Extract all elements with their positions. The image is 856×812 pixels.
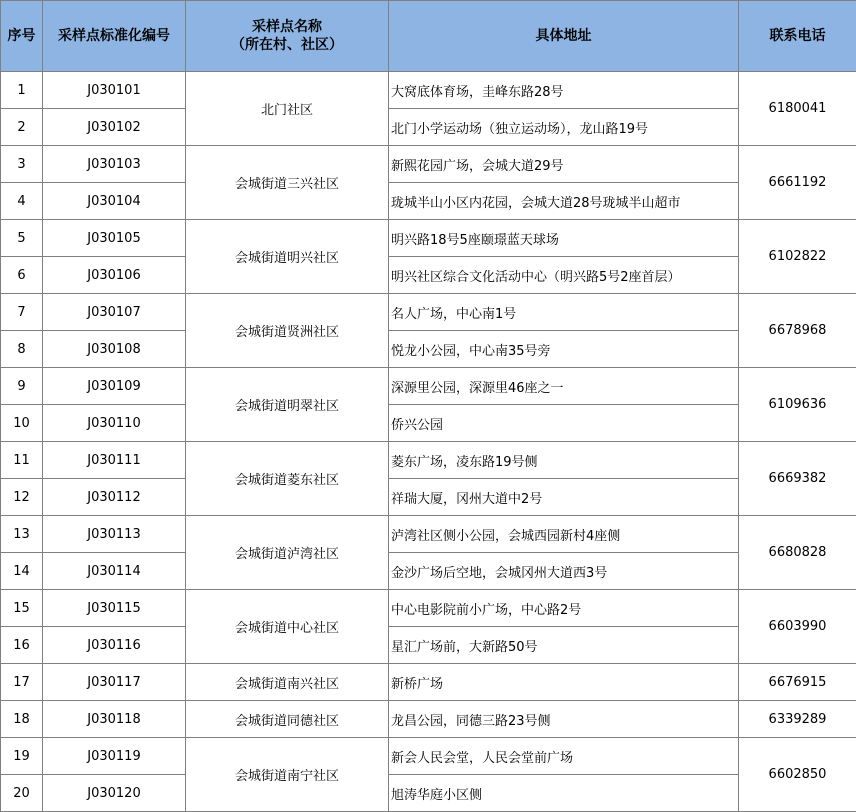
cell-no: 10 bbox=[1, 405, 43, 442]
table-row bbox=[1, 109, 856, 146]
cell-site-name: 会城街道三兴社区 bbox=[186, 146, 389, 220]
cell-address: 中心电影院前小广场，中心路2号 bbox=[389, 590, 739, 627]
table-row bbox=[1, 479, 856, 516]
cell-no: 6 bbox=[1, 257, 43, 294]
header-no: 序号 bbox=[1, 1, 43, 72]
cell-address: 新熙花园广场，会城大道29号 bbox=[389, 146, 739, 183]
cell-address: 祥瑞大厦，冈州大道中2号 bbox=[389, 479, 739, 516]
cell-no: 4 bbox=[1, 183, 43, 220]
cell-code: J030101 bbox=[43, 72, 186, 109]
cell-code: J030118 bbox=[43, 701, 186, 738]
cell-phone: 6669382 bbox=[739, 442, 856, 516]
cell-no: 13 bbox=[1, 516, 43, 553]
cell-code: J030102 bbox=[43, 109, 186, 146]
cell-phone: 6109636 bbox=[739, 368, 856, 442]
cell-site-name: 会城街道菱东社区 bbox=[186, 442, 389, 516]
cell-site-name: 会城街道南兴社区 bbox=[186, 664, 389, 701]
cell-site-name: 会城街道明兴社区 bbox=[186, 220, 389, 294]
table-row bbox=[1, 405, 856, 442]
cell-no: 20 bbox=[1, 775, 43, 812]
table-row bbox=[1, 590, 856, 627]
cell-no: 16 bbox=[1, 627, 43, 664]
cell-code: J030119 bbox=[43, 738, 186, 775]
cell-no: 19 bbox=[1, 738, 43, 775]
cell-no: 3 bbox=[1, 146, 43, 183]
table-body bbox=[1, 72, 856, 812]
table-row bbox=[1, 220, 856, 257]
cell-site-name: 会城街道同德社区 bbox=[186, 701, 389, 738]
cell-code: J030116 bbox=[43, 627, 186, 664]
table-row bbox=[1, 775, 856, 812]
cell-phone: 6680828 bbox=[739, 516, 856, 590]
cell-no: 8 bbox=[1, 331, 43, 368]
cell-address: 新会人民会堂，人民会堂前广场 bbox=[389, 738, 739, 775]
header-code: 采样点标准化编号 bbox=[43, 1, 186, 72]
table-row bbox=[1, 553, 856, 590]
cell-no: 1 bbox=[1, 72, 43, 109]
cell-no: 2 bbox=[1, 109, 43, 146]
cell-address: 菱东广场，凌东路19号侧 bbox=[389, 442, 739, 479]
cell-phone: 6102822 bbox=[739, 220, 856, 294]
cell-address: 泸湾社区侧小公园，会城西园新村4座侧 bbox=[389, 516, 739, 553]
cell-phone: 6339289 bbox=[739, 701, 856, 738]
header-name-line2: （所在村、社区） bbox=[231, 37, 343, 53]
cell-code: J030112 bbox=[43, 479, 186, 516]
cell-address: 新桥广场 bbox=[389, 664, 739, 701]
cell-code: J030108 bbox=[43, 331, 186, 368]
cell-address: 悦龙小公园，中心南35号旁 bbox=[389, 331, 739, 368]
header-name bbox=[186, 1, 389, 72]
table-row bbox=[1, 701, 856, 738]
cell-no: 7 bbox=[1, 294, 43, 331]
cell-no: 5 bbox=[1, 220, 43, 257]
cell-phone: 6180041 bbox=[739, 72, 856, 146]
cell-address: 大窝底体育场，圭峰东路28号 bbox=[389, 72, 739, 109]
cell-code: J030107 bbox=[43, 294, 186, 331]
cell-phone: 6676915 bbox=[739, 664, 856, 701]
table-row bbox=[1, 516, 856, 553]
cell-no: 18 bbox=[1, 701, 43, 738]
table-row bbox=[1, 183, 856, 220]
table-row bbox=[1, 738, 856, 775]
cell-address: 名人广场，中心南1号 bbox=[389, 294, 739, 331]
cell-address: 旭涛华庭小区侧 bbox=[389, 775, 739, 812]
header-name-line1: 采样点名称 bbox=[252, 19, 322, 35]
cell-phone: 6678968 bbox=[739, 294, 856, 368]
cell-site-name: 会城街道南宁社区 bbox=[186, 738, 389, 812]
table-row bbox=[1, 146, 856, 183]
cell-code: J030120 bbox=[43, 775, 186, 812]
cell-phone: 6603990 bbox=[739, 590, 856, 664]
cell-code: J030106 bbox=[43, 257, 186, 294]
header-phone: 联系电话 bbox=[739, 1, 856, 72]
cell-address: 珑城半山小区内花园，会城大道28号珑城半山超市 bbox=[389, 183, 739, 220]
cell-site-name: 会城街道明翠社区 bbox=[186, 368, 389, 442]
table-row bbox=[1, 294, 856, 331]
cell-site-name: 会城街道中心社区 bbox=[186, 590, 389, 664]
cell-code: J030114 bbox=[43, 553, 186, 590]
cell-address: 明兴社区综合文化活动中心（明兴路5号2座首层） bbox=[389, 257, 739, 294]
cell-no: 9 bbox=[1, 368, 43, 405]
header-row bbox=[1, 1, 856, 72]
cell-no: 11 bbox=[1, 442, 43, 479]
table-row bbox=[1, 72, 856, 109]
cell-address: 北门小学运动场（独立运动场），龙山路19号 bbox=[389, 109, 739, 146]
cell-code: J030113 bbox=[43, 516, 186, 553]
cell-code: J030109 bbox=[43, 368, 186, 405]
cell-site-name: 会城街道泸湾社区 bbox=[186, 516, 389, 590]
cell-no: 14 bbox=[1, 553, 43, 590]
cell-address: 深源里公园，深源里46座之一 bbox=[389, 368, 739, 405]
cell-address: 明兴路18号5座颐璟蓝天球场 bbox=[389, 220, 739, 257]
cell-phone: 6602850 bbox=[739, 738, 856, 812]
cell-no: 15 bbox=[1, 590, 43, 627]
table-row bbox=[1, 368, 856, 405]
table-row bbox=[1, 331, 856, 368]
header-address: 具体地址 bbox=[389, 1, 739, 72]
cell-code: J030111 bbox=[43, 442, 186, 479]
cell-code: J030115 bbox=[43, 590, 186, 627]
cell-no: 12 bbox=[1, 479, 43, 516]
cell-code: J030105 bbox=[43, 220, 186, 257]
cell-address: 星汇广场前，大新路50号 bbox=[389, 627, 739, 664]
cell-code: J030117 bbox=[43, 664, 186, 701]
cell-code: J030103 bbox=[43, 146, 186, 183]
cell-site-name: 北门社区 bbox=[186, 72, 389, 146]
table-row bbox=[1, 664, 856, 701]
cell-address: 金沙广场后空地，会城冈州大道西3号 bbox=[389, 553, 739, 590]
cell-address: 龙昌公园，同德三路23号侧 bbox=[389, 701, 739, 738]
cell-address: 侨兴公园 bbox=[389, 405, 739, 442]
cell-phone: 6661192 bbox=[739, 146, 856, 220]
table-row bbox=[1, 257, 856, 294]
table-row bbox=[1, 627, 856, 664]
table-row bbox=[1, 442, 856, 479]
cell-code: J030110 bbox=[43, 405, 186, 442]
cell-no: 17 bbox=[1, 664, 43, 701]
cell-code: J030104 bbox=[43, 183, 186, 220]
cell-site-name: 会城街道贤洲社区 bbox=[186, 294, 389, 368]
table-header bbox=[1, 1, 856, 72]
